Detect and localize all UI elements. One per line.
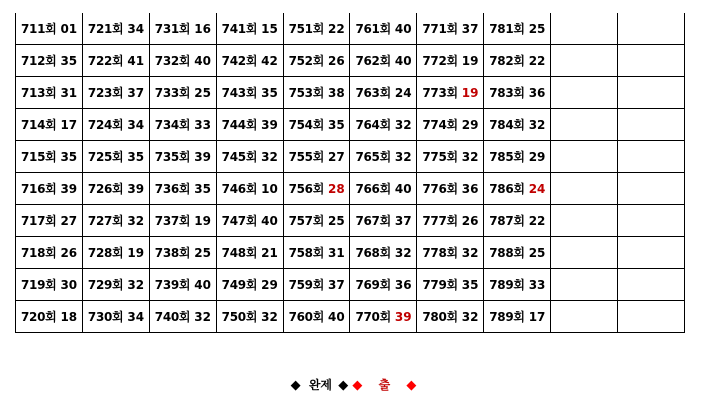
drawn-number: 32 bbox=[394, 150, 412, 164]
drawn-number: 16 bbox=[194, 22, 211, 36]
table-cell bbox=[417, 77, 484, 109]
table-cell bbox=[82, 237, 149, 269]
round-label: 767회 bbox=[355, 214, 391, 228]
round-label: 756회 bbox=[288, 182, 325, 196]
table-cell bbox=[417, 301, 484, 333]
drawn-number: 38 bbox=[328, 86, 345, 100]
table-cell bbox=[216, 109, 283, 141]
drawn-number: 40 bbox=[394, 54, 412, 68]
drawn-number: 37 bbox=[328, 278, 345, 292]
drawn-number: 40 bbox=[194, 54, 211, 68]
table-cell bbox=[350, 205, 417, 237]
table-cell bbox=[484, 269, 551, 301]
table-cell bbox=[350, 13, 417, 45]
drawn-number: 39 bbox=[194, 150, 211, 164]
drawn-number: 34 bbox=[127, 118, 145, 132]
table-cell bbox=[216, 77, 283, 109]
table-cell bbox=[618, 13, 685, 45]
drawn-number: 25 bbox=[528, 246, 546, 260]
table-row bbox=[16, 13, 685, 45]
round-label: 731회 bbox=[154, 22, 191, 36]
table-cell bbox=[16, 301, 83, 333]
legend-complete-label: 완제 bbox=[308, 378, 333, 392]
round-label: 789회 bbox=[489, 310, 525, 324]
table-cell bbox=[350, 77, 417, 109]
drawn-number: 01 bbox=[60, 22, 78, 36]
table-cell bbox=[16, 237, 83, 269]
table-cell bbox=[618, 141, 685, 173]
drawn-number: 19 bbox=[194, 214, 211, 228]
drawn-number: 21 bbox=[261, 246, 278, 260]
table-cell bbox=[417, 205, 484, 237]
drawn-number: 32 bbox=[461, 246, 479, 260]
table-cell bbox=[484, 205, 551, 237]
round-label: 785회 bbox=[489, 150, 525, 164]
round-label: 768회 bbox=[355, 246, 391, 260]
table-cell bbox=[82, 269, 149, 301]
table-cell bbox=[618, 269, 685, 301]
drawn-number: 33 bbox=[528, 278, 546, 292]
round-label: 774회 bbox=[422, 118, 458, 132]
drawn-number: 33 bbox=[194, 118, 211, 132]
table-cell bbox=[551, 45, 618, 77]
table-cell bbox=[149, 205, 216, 237]
drawn-number: 32 bbox=[394, 246, 412, 260]
round-label: 733회 bbox=[154, 86, 191, 100]
round-label: 723회 bbox=[87, 86, 124, 100]
table-cell bbox=[484, 109, 551, 141]
table-cell bbox=[417, 237, 484, 269]
round-label: 745회 bbox=[221, 150, 258, 164]
round-label: 760회 bbox=[288, 310, 325, 324]
round-label: 757회 bbox=[288, 214, 325, 228]
round-label: 747회 bbox=[221, 214, 258, 228]
round-label: 726회 bbox=[87, 182, 124, 196]
round-label: 769회 bbox=[355, 278, 391, 292]
round-label: 789회 bbox=[489, 278, 525, 292]
drawn-number: 39 bbox=[394, 310, 412, 324]
table-cell bbox=[216, 237, 283, 269]
drawn-number: 41 bbox=[127, 54, 145, 68]
round-label: 738회 bbox=[154, 246, 191, 260]
table-cell bbox=[283, 173, 350, 205]
round-label: 712회 bbox=[21, 54, 57, 68]
table-cell bbox=[417, 141, 484, 173]
table-cell bbox=[216, 45, 283, 77]
table-cell bbox=[149, 109, 216, 141]
drawn-number: 35 bbox=[328, 118, 345, 132]
drawn-number: 27 bbox=[60, 214, 78, 228]
table-cell bbox=[82, 301, 149, 333]
table-row bbox=[16, 141, 685, 173]
round-label: 729회 bbox=[87, 278, 124, 292]
table-cell bbox=[216, 141, 283, 173]
drawn-number: 25 bbox=[328, 214, 345, 228]
round-label: 728회 bbox=[87, 246, 124, 260]
round-label: 735회 bbox=[154, 150, 191, 164]
drawn-number: 28 bbox=[328, 182, 345, 196]
round-label: 781회 bbox=[489, 22, 525, 36]
table-cell bbox=[417, 13, 484, 45]
round-label: 739회 bbox=[154, 278, 191, 292]
drawn-number: 40 bbox=[394, 22, 412, 36]
round-label: 740회 bbox=[154, 310, 191, 324]
table-cell bbox=[82, 141, 149, 173]
round-label: 716회 bbox=[21, 182, 57, 196]
round-label: 771회 bbox=[422, 22, 458, 36]
table-cell bbox=[82, 13, 149, 45]
draw-table bbox=[15, 13, 685, 333]
table-row bbox=[16, 45, 685, 77]
table-cell bbox=[283, 109, 350, 141]
table-cell bbox=[216, 301, 283, 333]
round-label: 722회 bbox=[87, 54, 124, 68]
table-cell bbox=[618, 45, 685, 77]
drawn-number: 19 bbox=[461, 54, 479, 68]
drawn-number: 40 bbox=[394, 182, 412, 196]
table-cell bbox=[16, 77, 83, 109]
round-label: 736회 bbox=[154, 182, 191, 196]
table-cell bbox=[82, 45, 149, 77]
drawn-number: 17 bbox=[528, 310, 546, 324]
round-label: 751회 bbox=[288, 22, 325, 36]
drawn-number: 32 bbox=[461, 150, 479, 164]
table-cell bbox=[417, 173, 484, 205]
table-cell bbox=[16, 45, 83, 77]
legend-out-label: 출 bbox=[378, 378, 391, 392]
table-cell bbox=[283, 237, 350, 269]
drawn-number: 37 bbox=[394, 214, 412, 228]
table-cell bbox=[149, 301, 216, 333]
drawn-number: 26 bbox=[461, 214, 479, 228]
drawn-number: 18 bbox=[60, 310, 78, 324]
table-cell bbox=[618, 237, 685, 269]
table-cell bbox=[82, 173, 149, 205]
table-cell bbox=[417, 45, 484, 77]
table-cell bbox=[149, 269, 216, 301]
round-label: 743회 bbox=[221, 86, 258, 100]
table-cell bbox=[484, 173, 551, 205]
table-cell bbox=[350, 173, 417, 205]
round-label: 762회 bbox=[355, 54, 391, 68]
round-label: 737회 bbox=[154, 214, 191, 228]
round-label: 719회 bbox=[21, 278, 57, 292]
drawn-number: 17 bbox=[60, 118, 78, 132]
black-diamond-icon: ◆ bbox=[290, 378, 301, 393]
round-label: 766회 bbox=[355, 182, 391, 196]
round-label: 788회 bbox=[489, 246, 525, 260]
drawn-number: 32 bbox=[528, 118, 546, 132]
round-label: 775회 bbox=[422, 150, 458, 164]
table-cell bbox=[484, 13, 551, 45]
table-cell bbox=[350, 109, 417, 141]
drawn-number: 32 bbox=[127, 278, 145, 292]
drawn-number: 29 bbox=[528, 150, 546, 164]
table-cell bbox=[551, 13, 618, 45]
table-cell bbox=[350, 45, 417, 77]
round-label: 787회 bbox=[489, 214, 525, 228]
table-cell bbox=[551, 109, 618, 141]
table-row bbox=[16, 109, 685, 141]
table-cell bbox=[551, 173, 618, 205]
table-cell bbox=[283, 77, 350, 109]
round-label: 724회 bbox=[87, 118, 124, 132]
table-cell bbox=[618, 77, 685, 109]
drawn-number: 32 bbox=[261, 150, 278, 164]
table-cell bbox=[283, 269, 350, 301]
round-label: 779회 bbox=[422, 278, 458, 292]
drawn-number: 32 bbox=[394, 118, 412, 132]
table-row bbox=[16, 269, 685, 301]
drawn-number: 34 bbox=[127, 310, 145, 324]
drawn-number: 35 bbox=[60, 150, 78, 164]
drawn-number: 22 bbox=[528, 214, 546, 228]
draw-table-body bbox=[16, 13, 685, 333]
round-label: 717회 bbox=[21, 214, 57, 228]
table-cell bbox=[618, 205, 685, 237]
round-label: 732회 bbox=[154, 54, 191, 68]
table-cell bbox=[417, 269, 484, 301]
drawn-number: 39 bbox=[261, 118, 278, 132]
table-cell bbox=[551, 141, 618, 173]
round-label: 744회 bbox=[221, 118, 258, 132]
table-cell bbox=[82, 77, 149, 109]
legend bbox=[0, 376, 707, 393]
drawn-number: 36 bbox=[394, 278, 412, 292]
round-label: 711회 bbox=[21, 22, 57, 36]
round-label: 721회 bbox=[87, 22, 124, 36]
round-label: 759회 bbox=[288, 278, 325, 292]
drawn-number: 15 bbox=[261, 22, 278, 36]
drawn-number: 32 bbox=[127, 214, 145, 228]
black-diamond-icon: ◆ bbox=[338, 378, 349, 393]
table-cell bbox=[618, 109, 685, 141]
round-label: 754회 bbox=[288, 118, 325, 132]
table-cell bbox=[16, 109, 83, 141]
table-cell bbox=[551, 237, 618, 269]
round-label: 725회 bbox=[87, 150, 124, 164]
drawn-number: 10 bbox=[261, 182, 278, 196]
table-row bbox=[16, 301, 685, 333]
round-label: 753회 bbox=[288, 86, 325, 100]
table-cell bbox=[216, 269, 283, 301]
round-label: 780회 bbox=[422, 310, 458, 324]
round-label: 764회 bbox=[355, 118, 391, 132]
table-cell bbox=[551, 301, 618, 333]
table-cell bbox=[216, 205, 283, 237]
table-cell bbox=[16, 173, 83, 205]
table-cell bbox=[16, 141, 83, 173]
round-label: 776회 bbox=[422, 182, 458, 196]
round-label: 758회 bbox=[288, 246, 325, 260]
drawn-number: 27 bbox=[328, 150, 345, 164]
table-cell bbox=[283, 13, 350, 45]
table-cell bbox=[16, 269, 83, 301]
round-label: 730회 bbox=[87, 310, 124, 324]
table-cell bbox=[484, 237, 551, 269]
drawn-number: 19 bbox=[461, 86, 479, 100]
drawn-number: 39 bbox=[127, 182, 145, 196]
round-label: 734회 bbox=[154, 118, 191, 132]
drawn-number: 25 bbox=[194, 86, 211, 100]
table-cell bbox=[484, 301, 551, 333]
table-cell bbox=[551, 77, 618, 109]
drawn-number: 40 bbox=[328, 310, 345, 324]
round-label: 750회 bbox=[221, 310, 258, 324]
table-row bbox=[16, 173, 685, 205]
drawn-number: 37 bbox=[461, 22, 479, 36]
round-label: 718회 bbox=[21, 246, 57, 260]
table-cell bbox=[216, 173, 283, 205]
drawn-number: 26 bbox=[60, 246, 78, 260]
table-cell bbox=[618, 173, 685, 205]
table-cell bbox=[82, 109, 149, 141]
round-label: 765회 bbox=[355, 150, 391, 164]
round-label: 783회 bbox=[489, 86, 525, 100]
table-cell bbox=[283, 301, 350, 333]
table-cell bbox=[484, 77, 551, 109]
round-label: 770회 bbox=[355, 310, 391, 324]
drawn-number: 32 bbox=[261, 310, 278, 324]
drawn-number: 26 bbox=[328, 54, 345, 68]
drawn-number: 19 bbox=[127, 246, 145, 260]
round-label: 715회 bbox=[21, 150, 57, 164]
round-label: 746회 bbox=[221, 182, 258, 196]
table-cell bbox=[149, 141, 216, 173]
round-label: 786회 bbox=[489, 182, 525, 196]
drawn-number: 29 bbox=[261, 278, 278, 292]
drawn-number: 32 bbox=[461, 310, 479, 324]
round-label: 782회 bbox=[489, 54, 525, 68]
round-label: 720회 bbox=[21, 310, 57, 324]
table-cell bbox=[149, 45, 216, 77]
drawn-number: 31 bbox=[60, 86, 78, 100]
round-label: 772회 bbox=[422, 54, 458, 68]
table-cell bbox=[16, 13, 83, 45]
drawn-number: 37 bbox=[127, 86, 145, 100]
table-cell bbox=[283, 141, 350, 173]
round-label: 713회 bbox=[21, 86, 57, 100]
table-cell bbox=[149, 13, 216, 45]
drawn-number: 25 bbox=[528, 22, 546, 36]
table-cell bbox=[216, 13, 283, 45]
drawn-number: 25 bbox=[194, 246, 211, 260]
round-label: 752회 bbox=[288, 54, 325, 68]
round-label: 749회 bbox=[221, 278, 258, 292]
table-row bbox=[16, 205, 685, 237]
drawn-number: 32 bbox=[194, 310, 211, 324]
round-label: 748회 bbox=[221, 246, 258, 260]
table-cell bbox=[350, 269, 417, 301]
table-cell bbox=[16, 205, 83, 237]
red-diamond-icon: ◆ bbox=[352, 378, 363, 393]
table-cell bbox=[350, 141, 417, 173]
table-cell bbox=[551, 269, 618, 301]
round-label: 727회 bbox=[87, 214, 124, 228]
table-row bbox=[16, 237, 685, 269]
table-cell bbox=[551, 205, 618, 237]
round-label: 761회 bbox=[355, 22, 391, 36]
drawn-number: 35 bbox=[127, 150, 145, 164]
draw-table-container bbox=[15, 13, 685, 344]
table-cell bbox=[350, 237, 417, 269]
drawn-number: 31 bbox=[328, 246, 345, 260]
drawn-number: 22 bbox=[528, 54, 546, 68]
round-label: 778회 bbox=[422, 246, 458, 260]
round-label: 763회 bbox=[355, 86, 391, 100]
drawn-number: 30 bbox=[60, 278, 78, 292]
table-row bbox=[16, 77, 685, 109]
round-label: 742회 bbox=[221, 54, 258, 68]
drawn-number: 22 bbox=[328, 22, 345, 36]
drawn-number: 42 bbox=[261, 54, 278, 68]
drawn-number: 34 bbox=[127, 22, 145, 36]
table-cell bbox=[417, 109, 484, 141]
round-label: 714회 bbox=[21, 118, 57, 132]
table-cell bbox=[149, 77, 216, 109]
drawn-number: 39 bbox=[60, 182, 78, 196]
table-cell bbox=[149, 173, 216, 205]
drawn-number: 40 bbox=[261, 214, 278, 228]
round-label: 784회 bbox=[489, 118, 525, 132]
table-cell bbox=[484, 45, 551, 77]
drawn-number: 35 bbox=[60, 54, 78, 68]
drawn-number: 29 bbox=[461, 118, 479, 132]
table-cell bbox=[350, 301, 417, 333]
table-cell bbox=[283, 205, 350, 237]
drawn-number: 24 bbox=[394, 86, 412, 100]
drawn-number: 35 bbox=[261, 86, 278, 100]
drawn-number: 35 bbox=[194, 182, 211, 196]
drawn-number: 36 bbox=[461, 182, 479, 196]
drawn-number: 24 bbox=[528, 182, 546, 196]
round-label: 777회 bbox=[422, 214, 458, 228]
round-label: 755회 bbox=[288, 150, 325, 164]
drawn-number: 35 bbox=[461, 278, 479, 292]
table-cell bbox=[82, 205, 149, 237]
table-cell bbox=[149, 237, 216, 269]
table-cell bbox=[618, 301, 685, 333]
round-label: 773회 bbox=[422, 86, 458, 100]
table-cell bbox=[484, 141, 551, 173]
table-cell bbox=[283, 45, 350, 77]
drawn-number: 40 bbox=[194, 278, 211, 292]
round-label: 741회 bbox=[221, 22, 258, 36]
drawn-number: 36 bbox=[528, 86, 546, 100]
red-diamond-icon: ◆ bbox=[406, 378, 417, 393]
